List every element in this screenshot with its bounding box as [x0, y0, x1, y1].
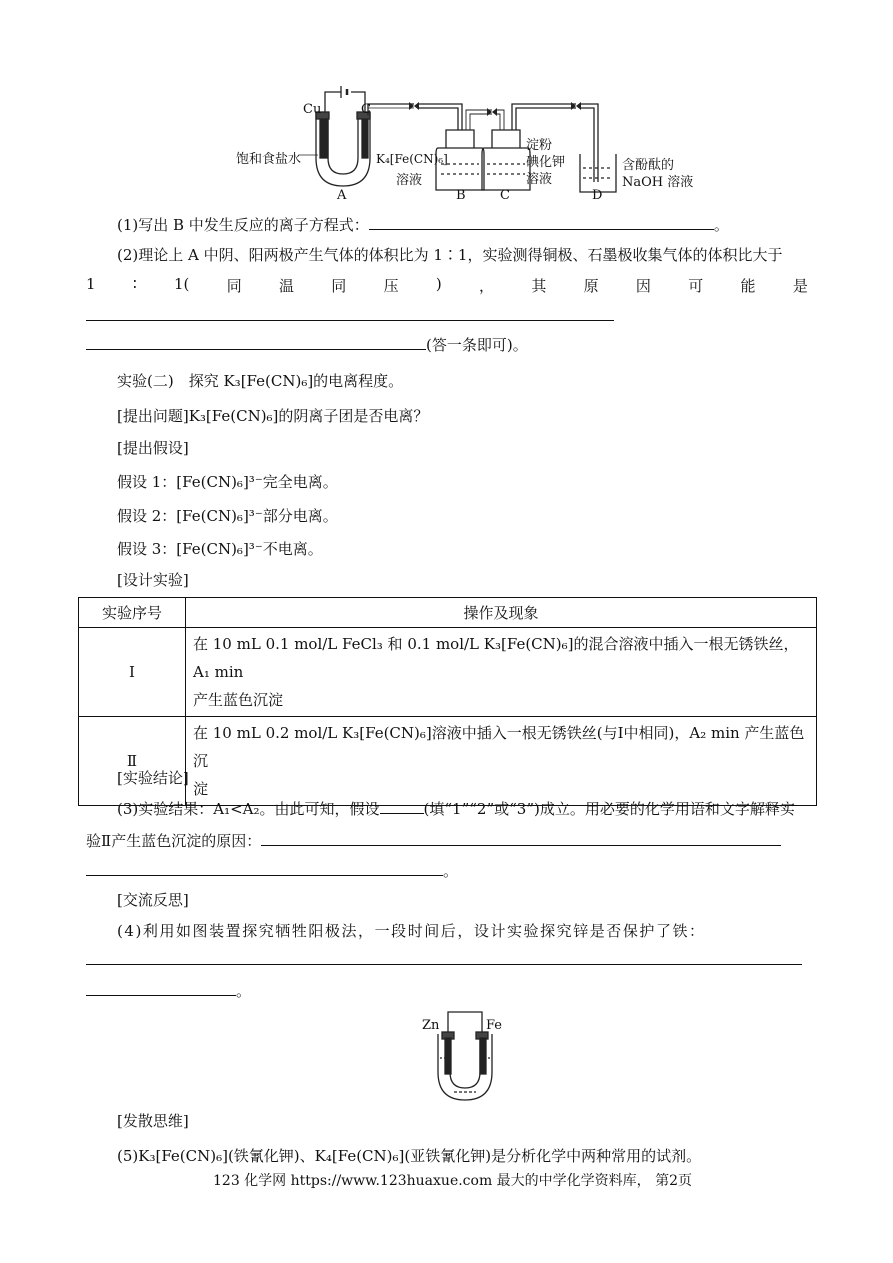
experiment-table	[78, 597, 817, 806]
row-id: Ⅰ	[79, 628, 186, 717]
raise-question: [提出问题]K₃[Fe(CN)₆]的阴离子团是否电离？	[117, 407, 429, 425]
q2-char: 1	[86, 275, 96, 293]
answer-blank-1[interactable]	[369, 215, 714, 230]
question-2-line1: (2)理论上 A 中阴、阳两极产生气体的体积比为 1∶1，实验测得铜极、石墨极收集气体的体积比大于	[117, 246, 783, 264]
question-1-text: (1)写出 B 中发生反应的离子方程式：	[117, 216, 369, 234]
row-2-line-1: 在 10 mL 0.2 mol/L K₃[Fe(CN)₆]溶液中插入一根无锈铁丝(与Ⅰ中相同)，A₂ min 产生蓝色沉	[193, 724, 805, 770]
q2-char: )	[435, 275, 442, 293]
q2-char: 因	[635, 277, 651, 295]
ki-label: 碘化钾	[526, 155, 566, 170]
hypothesis-1: 假设 1：[Fe(CN)₆]³⁻完全电离。	[117, 473, 338, 491]
question-1-end: 。	[713, 216, 729, 234]
question-3-line1	[117, 798, 795, 819]
starch-label: 淀粉	[526, 138, 553, 153]
question-4-line3	[86, 980, 251, 1001]
question-1	[117, 214, 729, 235]
saltwater-label: 饱和食盐水	[236, 152, 302, 167]
row-1-line-1: 在 10 mL 0.1 mol/L FeCl₃ 和 0.1 mol/L K₃[Fe(CN)₆]的混合溶液中插入一根无锈铁丝，A₁ min	[193, 635, 799, 681]
q2-char: 同	[331, 277, 347, 295]
question-4-end: 。	[236, 982, 252, 1000]
reflection-heading: [交流反思]	[117, 891, 189, 909]
q2-char: ，	[479, 277, 495, 295]
q2-char: 压	[383, 277, 399, 295]
row-operation	[186, 628, 817, 717]
electrode-cu-label: Cu	[303, 102, 322, 117]
answer-blank-4a[interactable]	[86, 964, 802, 965]
electrode-c-label: C	[361, 102, 371, 117]
hypothesis-2: 假设 2：[Fe(CN)₆]³⁻部分电离。	[117, 507, 338, 525]
hypothesis-heading: [提出假设]	[117, 439, 189, 457]
table-row	[79, 628, 817, 717]
apparatus-a-label: A	[337, 188, 347, 203]
q2-char: 能	[740, 277, 756, 295]
question-3-line3	[86, 860, 458, 881]
electrode-zn-label: Zn	[422, 1018, 440, 1033]
electrode-fe-label: Fe	[486, 1018, 503, 1033]
experiment-2-title: 实验(二) 探究 K₃[Fe(CN)₆]的电离程度。	[117, 372, 404, 390]
row-id: Ⅱ	[79, 717, 186, 806]
row-2-line-2: 淀	[193, 780, 209, 798]
table-header-row	[79, 598, 817, 628]
answer-blank-3a[interactable]	[380, 799, 424, 814]
c-solution-label: 溶液	[526, 172, 553, 187]
apparatus-b-label: B	[456, 188, 466, 203]
phenolphthalein-label: 含酚酞的	[622, 158, 675, 173]
conclusion-heading: [实验结论]	[117, 769, 189, 787]
hypothesis-3: 假设 3：[Fe(CN)₆]³⁻不电离。	[117, 540, 323, 558]
header-col-operation: 操作及现象	[186, 598, 817, 628]
naoh-label: NaOH 溶液	[622, 175, 694, 190]
q2-char: 是	[792, 277, 808, 295]
k4-solution-label: 溶液	[396, 173, 423, 188]
question-4: (4)利用如图装置探究牺牲阳极法，一段时间后，设计实验探究锌是否保护了铁：	[117, 922, 706, 940]
question-3-end: 。	[443, 862, 459, 880]
answer-blank-4b[interactable]	[86, 981, 236, 996]
apparatus-d-label: D	[592, 188, 603, 203]
question-5: (5)K₃[Fe(CN)₆](铁氰化钾)、K₄[Fe(CN)₆](亚铁氰化钾)是分析化学中两种常用的试剂。	[117, 1147, 702, 1165]
answer-blank-2a[interactable]	[86, 320, 614, 321]
question-3-text-b: (填“1”“2”或“3”)成立。用必要的化学用语和文字解释实	[423, 800, 795, 818]
page-footer: 123 化学网 https://www.123huaxue.com 最大的中学化学资料库， 第2页	[213, 1173, 693, 1189]
q2-char: 其	[531, 277, 547, 295]
question-3-line2-text: 验Ⅱ产生蓝色沉淀的原因：	[86, 832, 262, 850]
question-2-line4	[86, 334, 528, 355]
question-3-line2	[86, 830, 781, 851]
answer-blank-3c[interactable]	[86, 861, 443, 876]
table-row	[79, 717, 817, 806]
q2-char: ∶	[132, 275, 137, 293]
answer-blank-3b[interactable]	[261, 831, 781, 846]
answer-blank-2b[interactable]	[86, 335, 426, 350]
apparatus-diagram	[230, 78, 700, 206]
divergent-heading: [发散思维]	[117, 1112, 189, 1130]
q2-char: 1(	[174, 275, 190, 293]
sacrificial-anode-diagram	[420, 1008, 510, 1104]
question-3-text-a: (3)实验结果：A₁<A₂。由此可知，假设	[117, 800, 380, 818]
design-heading: [设计实验]	[117, 571, 189, 589]
k4-reagent-label: K₄[Fe(CN)₆]	[376, 152, 448, 166]
apparatus-c-label: C	[500, 188, 510, 203]
question-2-end: (答一条即可)。	[426, 336, 528, 354]
q2-char: 温	[279, 277, 295, 295]
q2-char: 同	[226, 277, 242, 295]
header-col-id: 实验序号	[79, 598, 186, 628]
q2-char: 可	[688, 277, 704, 295]
q2-char: 原	[583, 277, 599, 295]
row-operation	[186, 717, 817, 806]
row-1-line-2: 产生蓝色沉淀	[193, 691, 284, 709]
question-2-line2	[86, 275, 808, 296]
